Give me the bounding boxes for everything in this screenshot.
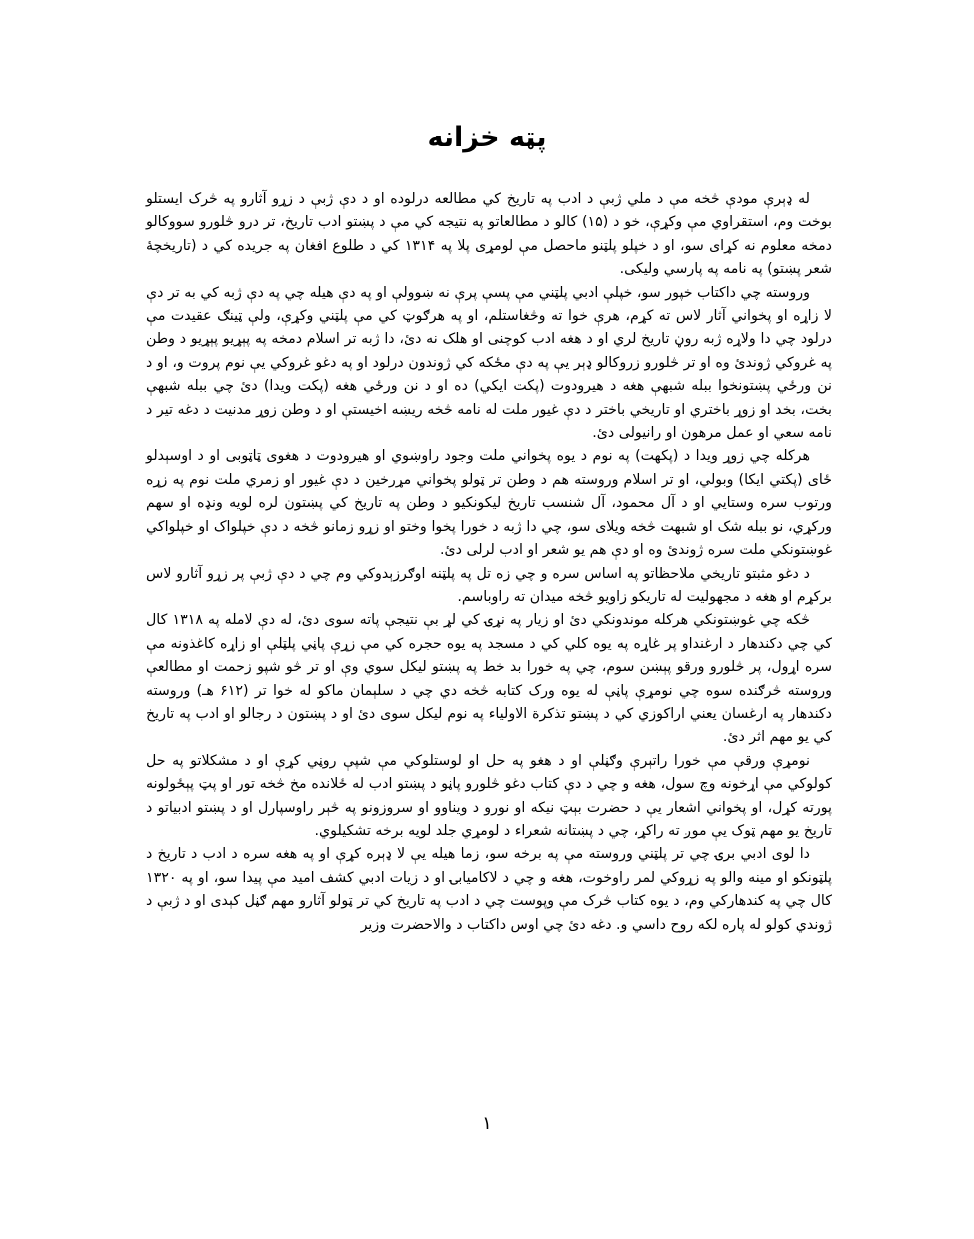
paragraph: نومړې ورقې مې خورا راتېرې وګڼلې او د هغو په حل او لوستلوکي مې شپې روڼي کړې او د مشکلاتو په حل کولوکي مې اړخونه وچ سول، هغه و چي د دې کتاب دغو څلورو پاڼو د پښتو ادب له ځلانده مخ څخه تور او پټ پېځولونه پورته کړل، او پخواني اشعار يې د حضرت بېټ نيکه او نورو د ويناوو او سروزونو په څېر راوسپارل او د پښتو ادبياتو د تاريخ يو مهم ټوک يې موږ ته راکړ، چي د پښتانه شعراء د لومړي جلد لويه برخه تشکيلوي. [146, 752, 832, 839]
paragraph: له ډېرې مودې څخه مې د ملي ژبې د ادب په تاريخ کي مطالعه درلوده او د دې ژبې د زړو آثارو په څرک ايستلو بوخت وم، استقراوي مې وکړې، خو د (۱۵) کالو د مطالعاتو په نتيجه کي مې د پښتو ادب تاريخ، تر درو څلورو سووکالو دمخه معلوم نه کړای سو، او د خپلو پلټنو ماحصل مې لومړی پلا په ۱۳۱۴ کي د طلوع افغان په جريده کي د (تاريخچهٔ شعر پښتو) په نامه په پارسي وليکی. [146, 191, 832, 278]
paragraph: وروسته چي داکتاب خپور سو، خپلې ادبي پلټني مې پسې پرې نه ښوولې او په دې هيله چي په دې ژبه کي به تر دې لا زاړه او پخواني آثار لاس ته کړم، هرې خوا ته وڅغاستلم، او په هرګوټ کي مې پلټني وکړې، ولې ټينګ عقيدت مې درلود چي دا ولاړه ژبه روڼ تاريخ لري او د هغه ادب کوچنی او هلک نه دئ، دا ژبه تر اسلام دمخه په پېړيو پېړيو د وطن په غروکي ژوندئ وه او تر څلورو زروکالو ډېر يې په دې مځکه کي ژوندون درلود او په دغو غروکي يې نوم پروت و، او د نن ورځي پښتونخوا ببله شبهې هغه د هيرودوت (پکت ايکي) ده او د نن ورځي هغه (پکت ويدا) دئ چي ببله شبهې بخت، بخد او زوړ باختري او تاريخي باختر د دې غيور ملت له نامه څخه ريښه اخيستې او د وطن زوړ مدنيت د دغه تير د نامه سعي او عمل مرهون او رانيولی دئ. [146, 284, 832, 442]
paragraph: هرکله چي زوړ ويدا د (پکهت) په نوم د يوه پخواني ملت وجود راوښوي او هيرودوت د هغوی ټاټوبی او د اوسېدلو ځای (پکتي ايکا) وبولي، او تر اسلام وروسته هم د وطن تر ټولو پخواني مړرخين د دې غيور او زمري ملت نوم په زړه ورتوب سره وستايي او د آل محمود، آل شنسب تاريخ ليکونکيو د وطن په تاريخ کي پښتون لره لويه ونډه او سهم ورکړي، نو ببله شک او شبهت څخه ويلای سو، چي دا ژبه د خورا پخوا وختو او زړو زمانو څخه د دې خپلواک او خپلواکي غوښتونکي ملت سره ژوندئ وه او دې هم يو شعر او ادب لرلی دئ. [146, 448, 832, 559]
page-title: پټه خزانه [427, 122, 547, 153]
body-text [146, 188, 832, 937]
page-number: ۱ [482, 1113, 492, 1134]
paragraph: دا لوی ادبي برۍ چي تر پلټني وروسته مې په برخه سو، زما هيله يې لا ډېره کړې او په هغه سره د ادب د تاريخ د پلټونکو او مينه والو په زړوکي لمر راوخوت، هغه و چي د لاکاميابۍ او د زيات ادبي کشف اميد مې پيدا سو، او په ۱۳۲۰ کال چي په کندهارکي وم، د يوه کتاب څرک مې وپوست چي د ادب په تاريخ کي تر ټولو آثارو مهم ګڼل کېدی او د ژبې د ژوندي کولو له پاره لکه روح داسي و. دغه دئ چي اوس داکتاب د والاحضرت وزير [146, 846, 832, 933]
paragraph: څکه چي غوښتونکي هرکله موندونکي دئ او زيار په نړۍ کي لړ بې نتيجې پاته سوی دئ، له دې لامله په ۱۳۱۸ کال کي چي دکندهار د ارغنداو پر غاړه په يوه کلي کي د مسجد په يوه حجره کي مې زړې پاڼي پلټلې او زاړه کاغذونه مې سره اړول، پر څلورو ورقو پېښن سوم، چي په خورا بد خط په پښتو ليکل سوي وې او تر څو شپو زحمت او مطالعې وروسته څرګنده سوه چي نومړې پاڼې له يوه ورک کتابه څخه دي چي د سلېمان ماکو له خوا تر (۶۱۲ هـ) وروسته دکندهار په ارغسان يعني اراکوزي کي د پښتو تذکرة الاولياء په نوم ليکل سوی دئ او د پښتون د رجالو او ادب په تاريخ کي يو مهم اثر دئ. [146, 612, 832, 746]
paragraph: د دغو مثبتو تاريخي ملاحظاتو په اساس سره و چي زه تل په پلټنه اوګرزېدوکي وم چي د دې ژبې پر زړو آثارو لاس برکړم او هغه د مجهوليت له تاريکو زاويو څخه ميدان ته راوباسم. [146, 565, 832, 605]
